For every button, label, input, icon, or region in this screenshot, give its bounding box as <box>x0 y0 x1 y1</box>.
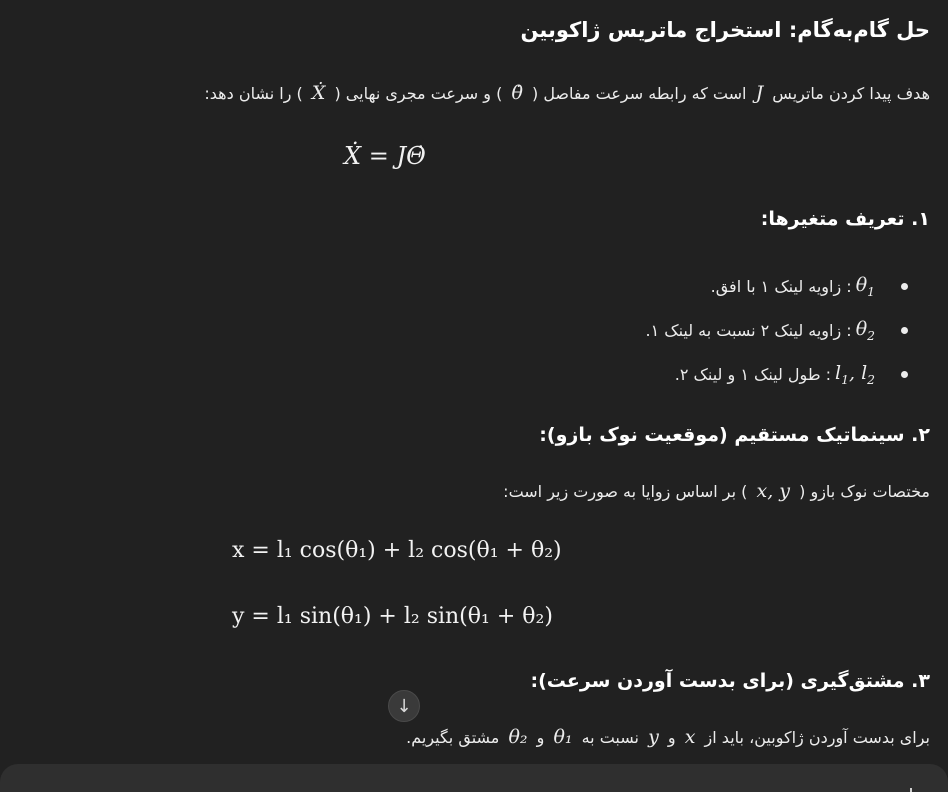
theta-dot-symbol: θ̇ <box>511 82 523 104</box>
intro-text-2: است که رابطه سرعت مفاصل ( <box>531 84 747 103</box>
list-item-text: : طول لینک ۱ و لینک ۲. <box>674 364 832 384</box>
section3-text-b: نسبت به <box>581 728 639 747</box>
intro-text-3: ) و سرعت مجری نهایی ( <box>334 84 503 103</box>
section3-heading: ۳. مشتق‌گیری (برای بدست آوردن سرعت): <box>530 670 930 692</box>
bullet-icon <box>901 371 908 378</box>
equation-y: y = l₁ sin(θ₁) + l₂ sin(θ₁ + θ₂) <box>232 604 553 629</box>
and-text: و <box>536 728 545 747</box>
theta2-symbol: $\theta_2$ <box>855 318 875 343</box>
intro-paragraph <box>204 82 930 104</box>
intro-text-4: ) را نشان دهد: <box>204 84 303 103</box>
list-item-text: : زاویه لینک ۱ با افق. <box>710 276 852 296</box>
theta1-symbol: θ₁ <box>553 726 573 748</box>
x-symbol: x <box>684 726 696 748</box>
theta2-symbol: θ₂ <box>508 726 528 748</box>
and-text: و <box>667 728 676 747</box>
section1-heading: ۱. تعریف متغیرها: <box>760 208 930 230</box>
y-symbol: y <box>648 726 659 748</box>
list-item <box>675 362 930 387</box>
lengths-symbol: $l_1$, $l_2$ <box>835 362 875 387</box>
message-composer[interactable] <box>0 764 948 792</box>
list-item-text: : زاویه لینک ۲ نسبت به لینک ۱. <box>645 320 852 340</box>
arrow-down-icon: ↓ <box>396 695 412 717</box>
section3-paragraph <box>406 726 930 748</box>
section2-text-2: ) بر اساس زوایا به صورت زیر است: <box>503 482 748 501</box>
list-item <box>645 318 930 343</box>
jacobian-symbol: J <box>755 82 764 104</box>
cursor-tick <box>910 788 912 792</box>
equation-lhs: Ẋ <box>344 142 362 170</box>
page-title: حل گام‌به‌گام: استخراج ماتریس ژاکوبین <box>520 18 930 42</box>
main-equation <box>344 142 426 170</box>
section2-heading: ۲. سینماتیک مستقیم (موقعیت نوک بازو): <box>539 424 930 446</box>
section2-paragraph <box>503 480 930 502</box>
section2-text-1: مختصات نوک بازو ( <box>799 482 930 501</box>
bullet-icon <box>901 283 908 290</box>
bullet-icon <box>901 327 908 334</box>
equation-x: x = l₁ cos(θ₁) + l₂ cos(θ₁ + θ₂) <box>232 538 562 563</box>
coords-symbol: x, y <box>756 480 791 502</box>
equation-rhs: JΘ̇ <box>396 142 426 170</box>
section3-text-c: مشتق بگیریم. <box>406 728 500 747</box>
list-item <box>711 274 930 299</box>
x-dot-symbol: Ẋ <box>311 82 326 104</box>
scroll-down-button[interactable] <box>388 690 420 722</box>
intro-text-1: هدف پیدا کردن ماتریس <box>772 84 930 103</box>
theta1-symbol: $\theta_1$ <box>855 274 875 299</box>
section3-text-a: برای بدست آوردن ژاکوبین، باید از <box>704 728 930 747</box>
equation-equals: = <box>361 142 397 170</box>
